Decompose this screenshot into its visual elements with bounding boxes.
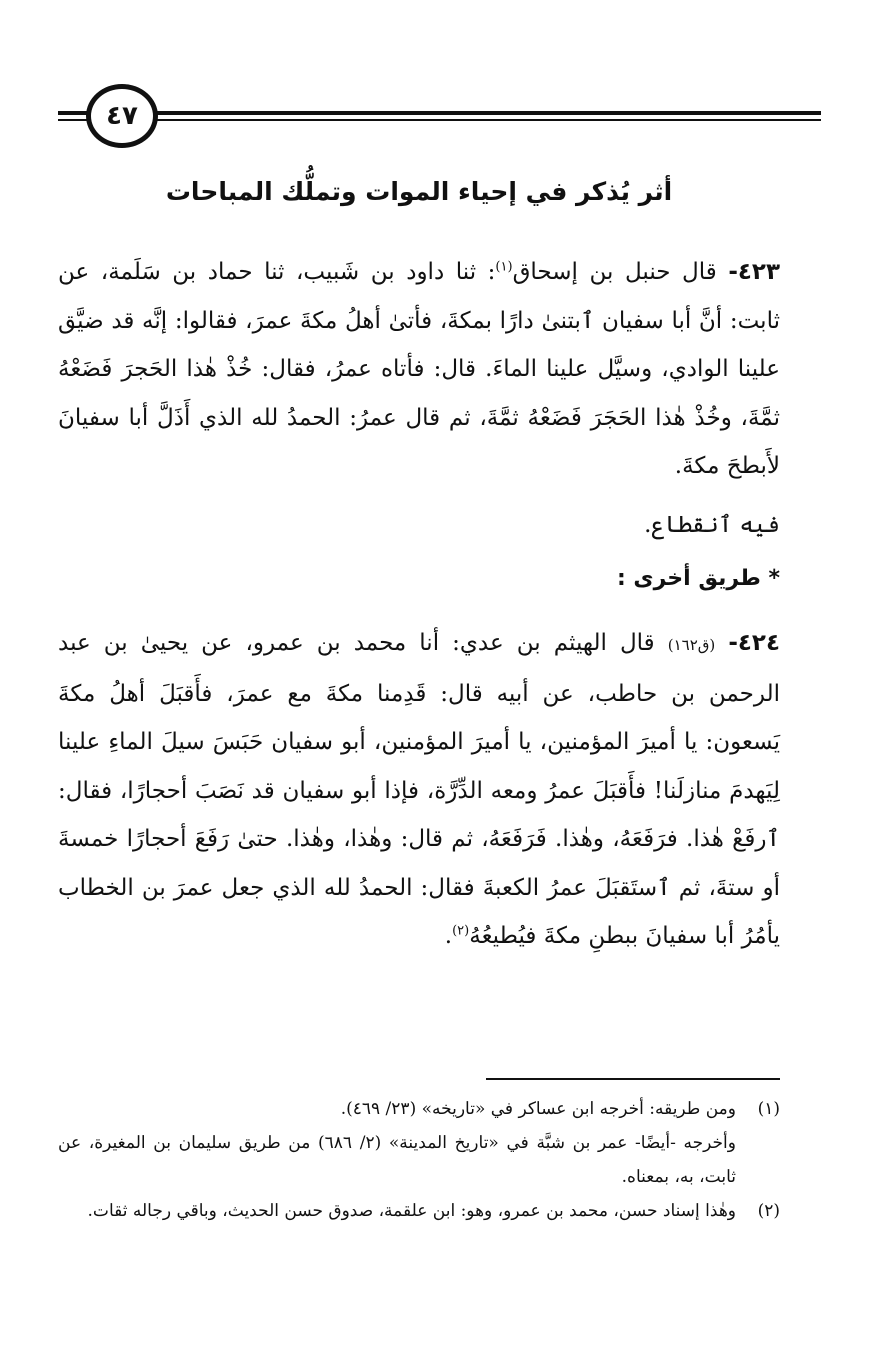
paragraph-text: قال الهيثم بن عدي: أنا محمد بن عمرو، عن يحيىٰ بن عبد الرحمن بن حاطب، عن أبيه قال: قَدِمنا مكةَ مع عمرَ، فأَقبَلَ أهلُ مكةَ يَسعون: يا أميرَ المؤمنين، يا أميرَ المؤمنين، أبو سفيان حَبَسَ سيلَ الماءِ علينا لِيَهدمَ منازلَنا! فأَقبَلَ عمرُ ومعه الدِّرَّة، فإذا أبو سفيان قد نَصَبَ أحجارًا، فقال: ٱرفَعْ هٰذا. فرَفَعَهُ، وهٰذا. فَرَفَعَهُ، ثم قال: وهٰذا، وهٰذا. حتىٰ رَفَعَ أحجارًا خمسةَ أو ستةَ، ثم ٱستَقبَلَ عمرُ الكعبةَ فقال: الحمدُ لله الذي جعل عمرَ بن الخطاب يأمُرُ أبا سفيانَ ببطنِ مكةَ فيُطيعُهُ — [58, 630, 780, 949]
footnote-1 — [58, 1092, 780, 1194]
section-subheading: * طريق أخرى : — [616, 566, 780, 591]
inqita-note: فيه ٱنقطاع. — [644, 511, 780, 538]
footnote-number: (١) — [757, 1099, 780, 1119]
paragraph-423 — [58, 248, 780, 491]
paragraph-text: : ثنا داود بن شَبيب، ثنا حماد بن سَلَمة، عن ثابت: أنَّ أبا سفيان ٱبتنىٰ دارًا بمكةَ، فأتىٰ أهلُ مكةَ عمرَ، فقالوا: إنَّه قد ضيَّق علينا الوادي، وسيَّل علينا الماءَ. قال: فأتاه عمرُ، فقال: خُذْ هٰذا الحَجرَ فَضَعْهُ ثمَّةَ، وخُذْ هٰذا الحَجَرَ فَضَعْهُ ثمَّةَ، ثم قال عمرُ: الحمدُ لله الذي أَذَلَّ أبا سفيانَ لأَبطحَ مكةَ. — [58, 259, 780, 479]
page-header — [58, 78, 821, 154]
manuscript-folio-tag: (ق١٦٢) — [667, 636, 716, 654]
footnote-ref-2[interactable]: (٢) — [452, 923, 470, 939]
paragraph-text: قال حنبل بن إسحاق — [512, 259, 717, 285]
footnote-body — [58, 1092, 736, 1194]
footnote-line: وأخرجه -أيضًا- عمر بن شبَّة في «تاريخ المدينة» (٢/ ٦٨٦) من طريق سليمان بن المغيرة، عن ثابت، به، بمعناه. — [58, 1133, 736, 1187]
header-rule-thin — [58, 119, 821, 121]
footnote-line: وهٰذا إسناد حسن، محمد بن عمرو، وهو: ابن علقمة، صدوق حسن الحديث، وباقي رجاله ثقات. — [87, 1201, 736, 1221]
footnote-number: (٢) — [757, 1201, 780, 1221]
footnote-separator — [486, 1078, 780, 1080]
footnote-ref-1[interactable]: (١) — [495, 259, 513, 275]
paragraph-number: ٤٢٣- — [728, 259, 781, 285]
paragraph-424 — [58, 619, 780, 961]
footnote-body — [58, 1194, 736, 1228]
footnote-2 — [58, 1194, 780, 1228]
chapter-title: أثر يُذكر في إحياء الموات وتملُّك المباحات — [165, 177, 673, 206]
main-text — [58, 170, 780, 961]
footnote-line: ومن طريقه: أخرجه ابن عساكر في «تاريخه» (٢٣/ ٤٦٩). — [340, 1099, 736, 1119]
footnotes — [58, 1092, 780, 1228]
paragraph-text: . — [444, 923, 453, 949]
header-rule-thick — [58, 111, 821, 115]
paragraph-number: ٤٢٤- — [728, 630, 781, 656]
page-number: ٤٧ — [86, 84, 158, 148]
